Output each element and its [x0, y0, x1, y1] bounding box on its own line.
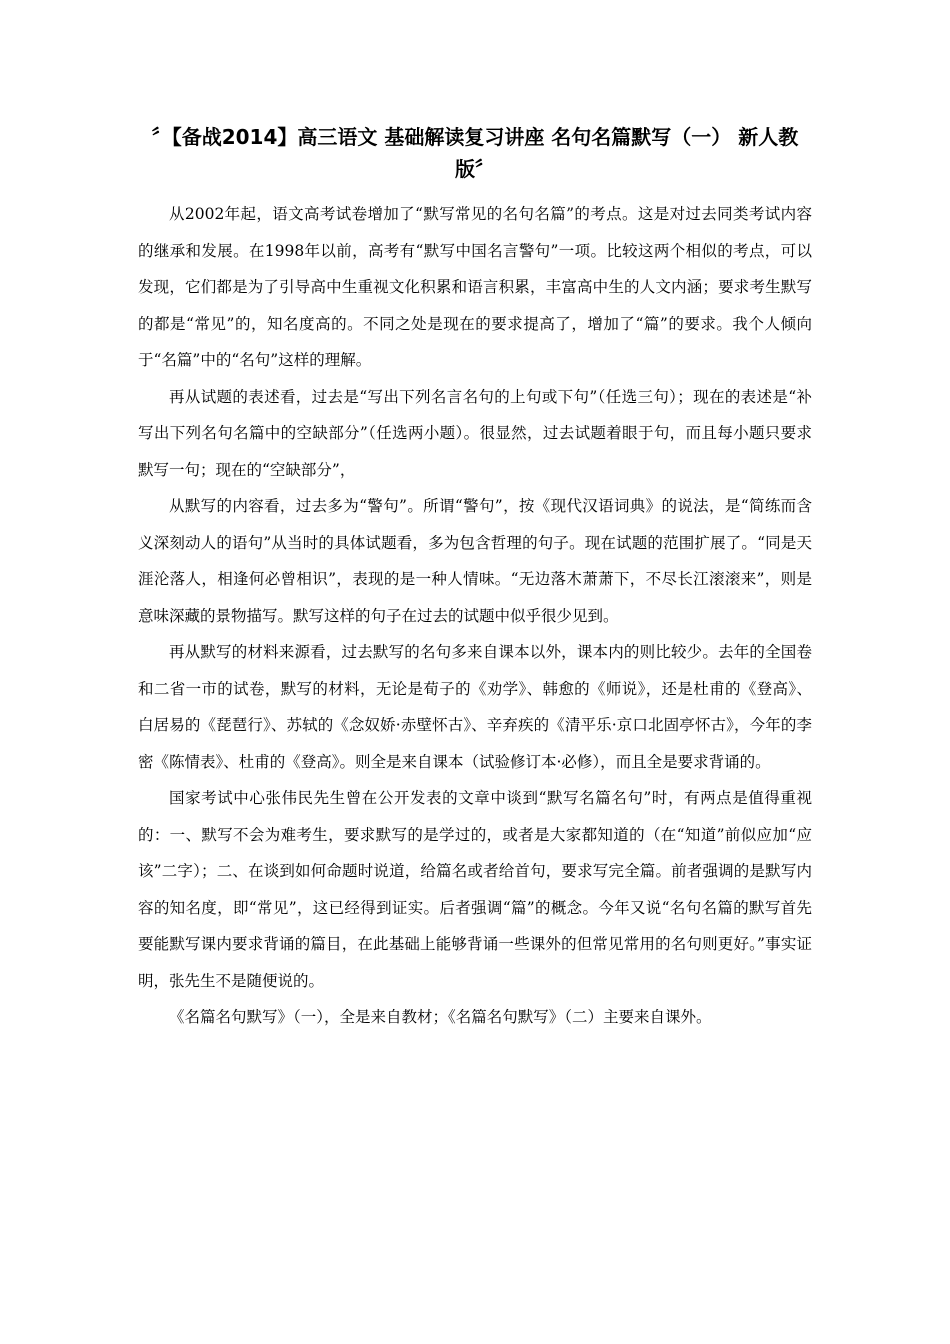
paragraph-4: 再从默写的材料来源看，过去默写的名句多来自课本以外，课本内的则比较少。去年的全国卷和二省一市的试卷，默写的材料，无论是荀子的《劝学》、韩愈的《师说》，还是杜甫的《登高》、白居易的《琵琶行》、苏轼的《念奴娇·赤壁怀古》、辛弃疾的《清平乐·京口北固亭怀古》，今年的李密《陈情表》、杜甫的《登高》。则全是来自课本（试验修订本·必修），而且全是要求背诵的。 — [138, 643, 812, 771]
paragraph-2: 再从试题的表述看，过去是“写出下列名言名句的上句或下句”（任选三句）；现在的表述是“补写出下列名句名篇中的空缺部分”（任选两小题）。很显然，过去试题着眼于句，而且每小题只要求默写一句；现在的“空缺部分”， — [138, 387, 812, 479]
paragraph-1: 从2002年起，语文高考试卷增加了“默写常见的名句名篇”的考点。这是对过去同类考试内容的继承和发展。在1998年以前，高考有“默写中国名言警句”一项。比较这两个相似的考点，可以发现，它们都是为了引导高中生重视文化积累和语言积累，丰富高中生的人文内涵；要求考生默写的都是“常见”的，知名度高的。不同之处是现在的要求提高了，增加了“篇”的要求。我个人倾向于“名篇”中的“名句”这样的理解。 — [138, 205, 812, 369]
paragraph-3: 从默写的内容看，过去多为“警句”。所谓“警句”，按《现代汉语词典》的说法，是“简练而含义深刻动人的语句”从当时的具体试题看，多为包含哲理的句子。现在试题的范围扩展了。“同是天涯沦落人，相逢何必曾相识”，表现的是一种人情味。“无边落木萧萧下，不尽长江滚滚来”，则是意味深藏的景物描写。默写这样的句子在过去的试题中似乎很少见到。 — [138, 497, 812, 625]
document-body — [138, 196, 812, 1036]
paragraph-5: 国家考试中心张伟民先生曾在公开发表的文章中谈到“默写名篇名句”时，有两点是值得重视的：一、默写不会为难考生，要求默写的是学过的，或者是大家都知道的（在“知道”前似应加“应该”二字）；二、在谈到如何命题时说道，给篇名或者给首句，要求写完全篇。前者强调的是默写内容的知名度，即“常见”，这已经得到证实。后者强调“篇”的概念。今年又说“名句名篇的默写首先要能默写课内要求背诵的篇目，在此基础上能够背诵一些课外的但常见常用的名句则更好。”事实证明，张先生不是随便说的。 — [138, 789, 812, 990]
document-title: 〞【备战2014】高三语文 基础解读复习讲座 名句名篇默写（一） 新人教版〞 — [151, 125, 799, 181]
paragraph-6: 《名篇名句默写》（一），全是来自教材；《名篇名句默写》（二）主要来自课外。 — [169, 1008, 712, 1026]
